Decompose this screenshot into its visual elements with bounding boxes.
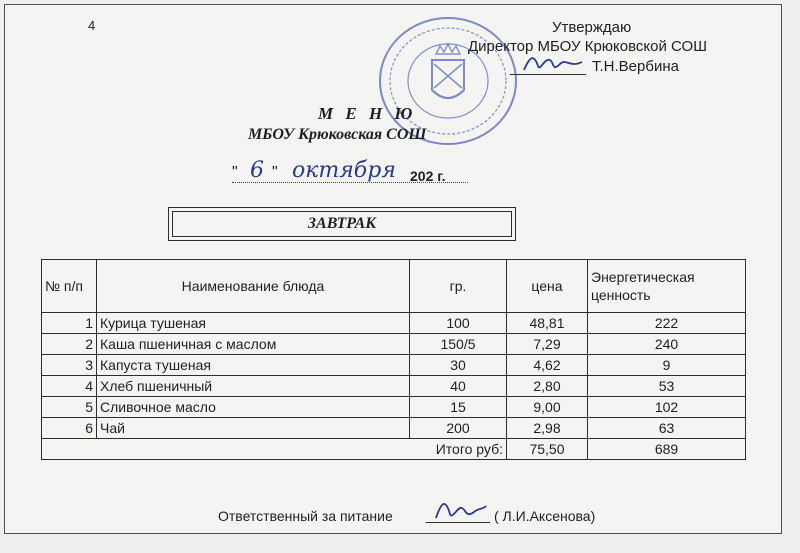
row-number: 6 xyxy=(42,418,97,439)
row-number: 1 xyxy=(42,313,97,334)
dish-name: Хлеб пшеничный xyxy=(97,376,410,397)
table-row xyxy=(42,355,746,376)
dish-name: Курица тушеная xyxy=(97,313,410,334)
menu-table xyxy=(41,259,746,460)
row-number: 4 xyxy=(42,376,97,397)
dish-energy: 102 xyxy=(588,397,746,418)
date-close-quote: " xyxy=(272,164,278,181)
header-dish-name: Наименование блюда xyxy=(97,260,410,313)
dish-price: 9,00 xyxy=(507,397,588,418)
total-energy: 689 xyxy=(588,439,746,460)
table-row xyxy=(42,334,746,355)
responsible-signature-icon xyxy=(430,496,490,524)
header-price: цена xyxy=(507,260,588,313)
director-signature-icon xyxy=(520,50,586,78)
dish-name: Сливочное масло xyxy=(97,397,410,418)
dish-energy: 63 xyxy=(588,418,746,439)
director-name: Т.Н.Вербина xyxy=(592,58,679,75)
date-open-quote: " xyxy=(232,164,238,181)
row-number: 2 xyxy=(42,334,97,355)
row-number: 5 xyxy=(42,397,97,418)
table-row xyxy=(42,376,746,397)
dish-name: Чай xyxy=(97,418,410,439)
menu-title: М Е Н Ю xyxy=(318,104,417,123)
date-underline xyxy=(232,182,468,183)
row-number: 3 xyxy=(42,355,97,376)
date-day: 6 xyxy=(250,158,264,183)
table-header-row xyxy=(42,260,746,313)
dish-energy: 53 xyxy=(588,376,746,397)
date-year: 202 г. xyxy=(410,168,446,184)
total-price: 75,50 xyxy=(507,439,588,460)
table-row xyxy=(42,418,746,439)
dish-grams: 15 xyxy=(410,397,507,418)
header-grams: гр. xyxy=(410,260,507,313)
total-row xyxy=(42,439,746,460)
dish-grams: 40 xyxy=(410,376,507,397)
dish-energy: 222 xyxy=(588,313,746,334)
dish-name: Капуста тушеная xyxy=(97,355,410,376)
approval-label: Утверждаю xyxy=(552,19,632,36)
dish-price: 48,81 xyxy=(507,313,588,334)
meal-box xyxy=(168,207,516,241)
dish-grams: 150/5 xyxy=(410,334,507,355)
dish-price: 4,62 xyxy=(507,355,588,376)
header-number: № п/п xyxy=(42,260,97,313)
dish-grams: 100 xyxy=(410,313,507,334)
dish-price: 2,80 xyxy=(507,376,588,397)
page-number: 4 xyxy=(88,18,96,33)
school-name: МБОУ Крюковская СОШ xyxy=(248,126,427,143)
total-label: Итого руб: xyxy=(42,439,507,460)
dish-price: 2,98 xyxy=(507,418,588,439)
dish-price: 7,29 xyxy=(507,334,588,355)
dish-energy: 240 xyxy=(588,334,746,355)
dish-grams: 200 xyxy=(410,418,507,439)
header-energy: Энергетическая ценность xyxy=(588,260,746,313)
responsible-label: Ответственный за питание xyxy=(218,508,393,524)
dish-name: Каша пшеничная с маслом xyxy=(97,334,410,355)
director-title: Директор МБОУ Крюковской СОШ xyxy=(468,38,707,55)
dish-grams: 30 xyxy=(410,355,507,376)
table-row xyxy=(42,313,746,334)
meal-title: ЗАВТРАК xyxy=(172,211,512,237)
table-row xyxy=(42,397,746,418)
responsible-name: ( Л.И.Аксенова) xyxy=(494,508,596,524)
date-month: октября xyxy=(292,158,396,183)
dish-energy: 9 xyxy=(588,355,746,376)
